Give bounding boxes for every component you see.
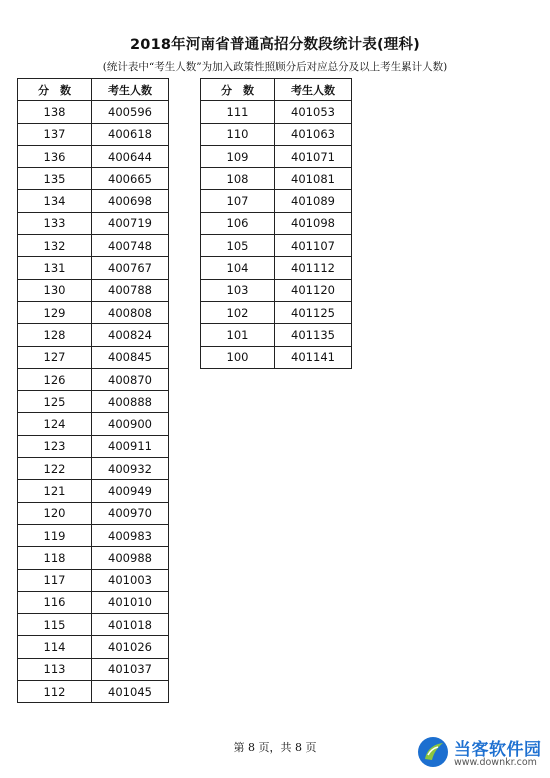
table-row [18, 614, 169, 636]
table-row [18, 257, 169, 279]
table-row [201, 168, 352, 190]
score-cell: 108 [201, 168, 275, 190]
count-cell: 400808 [92, 301, 169, 323]
count-cell: 401107 [275, 235, 352, 257]
table-note: (统计表中“考生人数”为加入政策性照顾分后对应总分及以上考生累计人数) [102, 61, 448, 73]
score-cell: 113 [18, 658, 92, 680]
score-cell: 129 [18, 301, 92, 323]
score-cell: 124 [18, 413, 92, 435]
table-row [18, 168, 169, 190]
count-cell: 400618 [92, 123, 169, 145]
table-row [201, 301, 352, 323]
table-row [201, 212, 352, 234]
table-row [18, 190, 169, 212]
score-cell: 110 [201, 123, 275, 145]
score-cell: 136 [18, 145, 92, 167]
table-row [18, 591, 169, 613]
table-row [201, 346, 352, 368]
score-cell: 130 [18, 279, 92, 301]
score-cell: 112 [18, 681, 92, 703]
page-number: 第 8 页，共 8 页 [233, 741, 317, 754]
score-cell: 104 [201, 257, 275, 279]
score-cell: 118 [18, 547, 92, 569]
count-cell: 401053 [275, 101, 352, 123]
score-cell: 107 [201, 190, 275, 212]
count-cell: 400665 [92, 168, 169, 190]
count-cell: 400911 [92, 435, 169, 457]
table-row [18, 368, 169, 390]
count-cell: 401018 [92, 614, 169, 636]
count-cell: 401135 [275, 324, 352, 346]
table-row [18, 681, 169, 703]
score-cell: 120 [18, 502, 92, 524]
count-cell: 400748 [92, 235, 169, 257]
count-cell: 400970 [92, 502, 169, 524]
table-row [18, 458, 169, 480]
score-cell: 105 [201, 235, 275, 257]
score-cell: 125 [18, 391, 92, 413]
count-cell: 400932 [92, 458, 169, 480]
table-header-row [18, 79, 169, 101]
score-cell: 126 [18, 368, 92, 390]
count-cell: 400788 [92, 279, 169, 301]
count-cell: 400719 [92, 212, 169, 234]
table-row [201, 190, 352, 212]
score-cell: 109 [201, 145, 275, 167]
page-title: 2018年河南省普通高招分数段统计表(理科) [129, 37, 420, 53]
table-row [18, 480, 169, 502]
count-cell: 401120 [275, 279, 352, 301]
count-cell: 400845 [92, 346, 169, 368]
score-table-left [17, 78, 169, 703]
count-cell: 401026 [92, 636, 169, 658]
count-cell: 401063 [275, 123, 352, 145]
count-cell: 400767 [92, 257, 169, 279]
score-cell: 114 [18, 636, 92, 658]
table-row [18, 145, 169, 167]
score-cell: 127 [18, 346, 92, 368]
count-cell: 401112 [275, 257, 352, 279]
table-row [18, 324, 169, 346]
count-cell: 400824 [92, 324, 169, 346]
count-cell: 401089 [275, 190, 352, 212]
table-row [201, 257, 352, 279]
table-row [201, 123, 352, 145]
score-cell: 106 [201, 212, 275, 234]
table-row [18, 658, 169, 680]
table-row [201, 279, 352, 301]
score-cell: 101 [201, 324, 275, 346]
score-cell: 119 [18, 524, 92, 546]
count-cell: 400988 [92, 547, 169, 569]
score-cell: 103 [201, 279, 275, 301]
score-cell: 137 [18, 123, 92, 145]
score-cell: 123 [18, 435, 92, 457]
count-cell: 401010 [92, 591, 169, 613]
score-cell: 135 [18, 168, 92, 190]
score-cell: 128 [18, 324, 92, 346]
header-score: 分 数 [18, 79, 92, 101]
table-row [18, 524, 169, 546]
count-cell: 401098 [275, 212, 352, 234]
count-cell: 400888 [92, 391, 169, 413]
count-cell: 400983 [92, 524, 169, 546]
count-cell: 401141 [275, 346, 352, 368]
table-row [18, 123, 169, 145]
table-row [18, 502, 169, 524]
count-cell: 400900 [92, 413, 169, 435]
watermark [416, 733, 546, 775]
table-row [18, 413, 169, 435]
table-row [201, 145, 352, 167]
table-row [18, 212, 169, 234]
score-cell: 122 [18, 458, 92, 480]
count-cell: 401081 [275, 168, 352, 190]
table-row [18, 435, 169, 457]
header-count: 考生人数 [275, 79, 352, 101]
table-header-row [201, 79, 352, 101]
score-cell: 115 [18, 614, 92, 636]
score-table-right [200, 78, 352, 369]
downkr-logo-icon [416, 735, 450, 769]
score-cell: 131 [18, 257, 92, 279]
header-count: 考生人数 [92, 79, 169, 101]
watermark-name: 当客软件园 [454, 740, 542, 760]
table-row [18, 235, 169, 257]
count-cell: 400596 [92, 101, 169, 123]
score-cell: 121 [18, 480, 92, 502]
table-row [18, 547, 169, 569]
count-cell: 400644 [92, 145, 169, 167]
header-score: 分 数 [201, 79, 275, 101]
count-cell: 401037 [92, 658, 169, 680]
table-row [18, 391, 169, 413]
score-cell: 134 [18, 190, 92, 212]
score-cell: 133 [18, 212, 92, 234]
count-cell: 400949 [92, 480, 169, 502]
table-row [18, 279, 169, 301]
table-row [18, 101, 169, 123]
table-row [18, 569, 169, 591]
score-cell: 111 [201, 101, 275, 123]
score-cell: 117 [18, 569, 92, 591]
score-cell: 102 [201, 301, 275, 323]
count-cell: 400698 [92, 190, 169, 212]
count-cell: 401071 [275, 145, 352, 167]
table-row [18, 636, 169, 658]
count-cell: 401045 [92, 681, 169, 703]
score-cell: 138 [18, 101, 92, 123]
table-row [201, 324, 352, 346]
score-cell: 116 [18, 591, 92, 613]
table-row [201, 101, 352, 123]
count-cell: 400870 [92, 368, 169, 390]
table-row [201, 235, 352, 257]
score-cell: 132 [18, 235, 92, 257]
watermark-url: www.downkr.com [454, 757, 537, 768]
table-row [18, 301, 169, 323]
score-cell: 100 [201, 346, 275, 368]
count-cell: 401125 [275, 301, 352, 323]
count-cell: 401003 [92, 569, 169, 591]
table-row [18, 346, 169, 368]
